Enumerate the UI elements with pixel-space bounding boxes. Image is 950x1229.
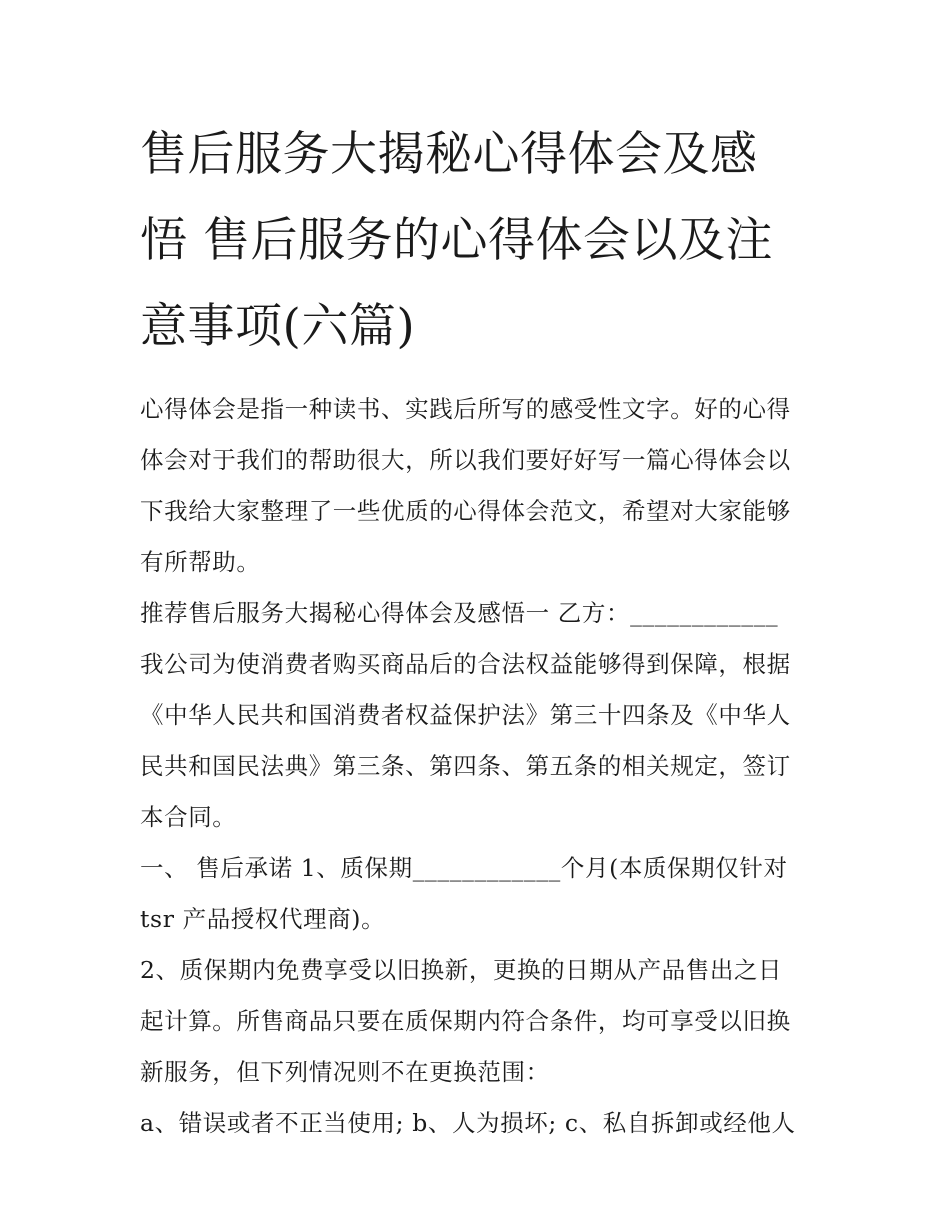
body-line: a、错误或者不正当使用; b、人为损坏; c、私自拆卸或经他人: [140, 1109, 796, 1137]
body-line: 心得体会是指一种读书、实践后所写的感受性文字。好的心得: [140, 395, 791, 423]
title-line: 售后服务大揭秘心得体会及感: [140, 127, 758, 182]
body-line: tsr 产品授权代理商)。: [140, 905, 386, 933]
body-line: 新服务，但下列情况则不在更换范围：: [140, 1058, 550, 1086]
body-line: 民共和国民法典》第三条、第四条、第五条的相关规定，签订: [140, 752, 791, 780]
document-title: [140, 112, 812, 370]
body-line: 推荐售后服务大揭秘心得体会及感悟一 乙方：____________: [140, 599, 779, 627]
body-line: 2、质保期内免费享受以旧换新，更换的日期从产品售出之日: [140, 956, 783, 984]
body-line: 起计算。所售商品只要在质保期内符合条件，均可享受以旧换: [140, 1007, 791, 1035]
title-line: 悟 售后服务的心得体会以及注: [140, 213, 773, 268]
body-line: 我公司为使消费者购买商品后的合法权益能够得到保障，根据: [140, 650, 791, 678]
body-line: 体会对于我们的帮助很大，所以我们要好好写一篇心得体会以: [140, 446, 791, 474]
body-line: 《中华人民共和国消费者权益保护法》第三十四条及《中华人: [140, 701, 791, 729]
body-line: 一、 售后承诺 1、质保期____________个月(本质保期仅针对: [140, 854, 788, 882]
document-body: [140, 384, 812, 1149]
body-line: 有所帮助。: [140, 548, 261, 576]
document-page: [140, 112, 812, 1149]
body-line: 下我给大家整理了一些优质的心得体会范文，希望对大家能够: [140, 497, 791, 525]
title-line: 意事项(六篇): [140, 299, 416, 354]
body-line: 本合同。: [140, 803, 237, 831]
